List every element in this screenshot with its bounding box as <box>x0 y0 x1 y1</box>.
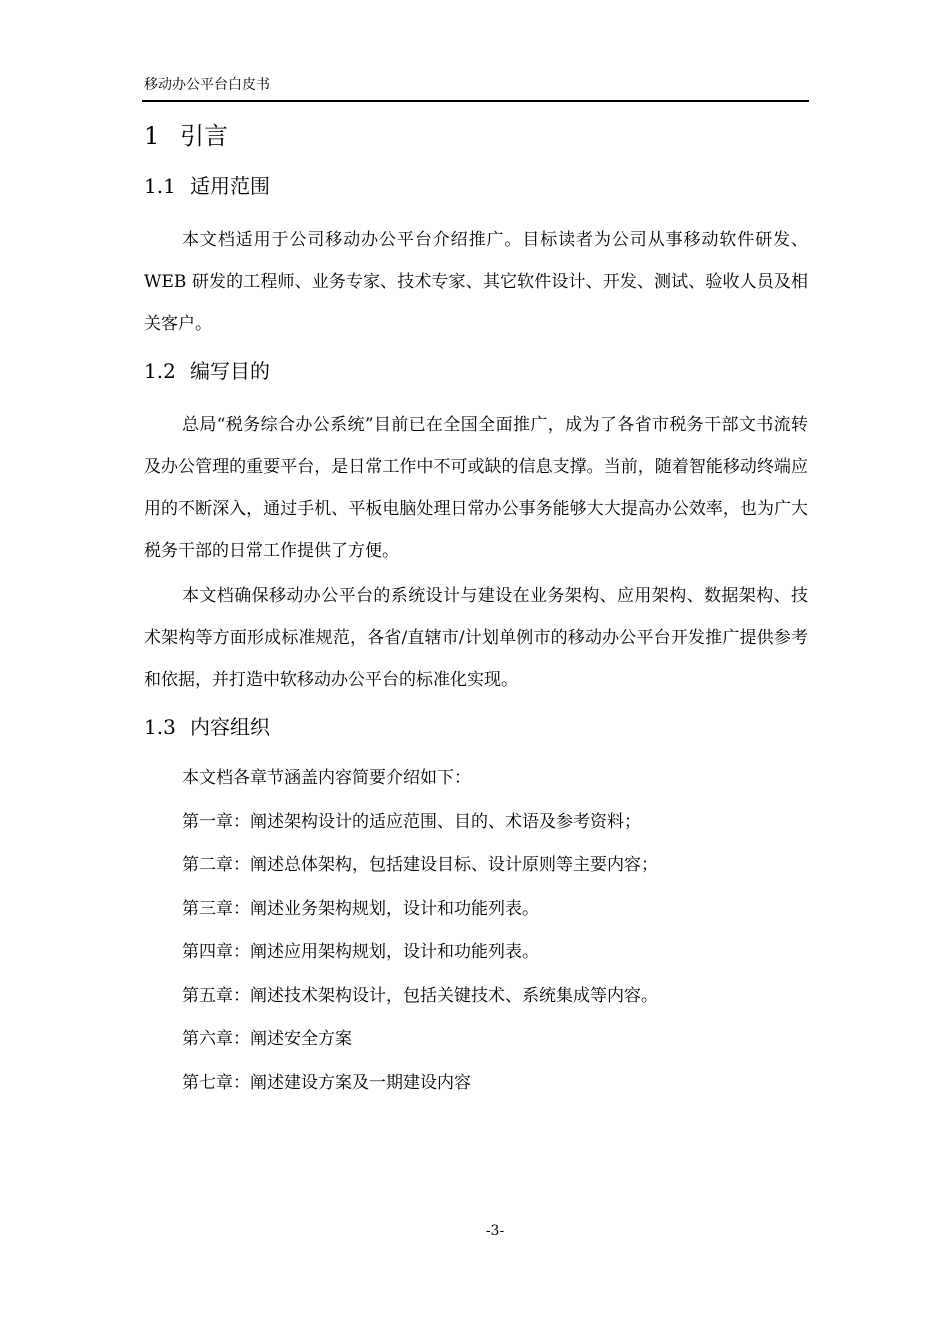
header-rule <box>142 100 809 102</box>
list-item: 第七章：阐述建设方案及一期建设内容 <box>182 1072 471 1093</box>
section-heading-1-2 <box>144 355 808 387</box>
chapter-number: 1 <box>144 122 160 150</box>
section-number: 1.3 <box>144 715 176 739</box>
section-title: 编写目的 <box>190 359 270 383</box>
list-item: 第三章：阐述业务架构规划，设计和功能列表。 <box>182 898 539 919</box>
section-title: 适用范围 <box>190 174 270 198</box>
section-number: 1.1 <box>144 174 176 198</box>
list-item: 第四章：阐述应用架构规划，设计和功能列表。 <box>182 942 539 962</box>
page-number: -3- <box>485 1223 505 1239</box>
page-content <box>144 116 808 1105</box>
section-number: 1.2 <box>144 359 176 383</box>
chapter-title: 引言 <box>180 122 228 150</box>
section-heading-1-3 <box>144 711 808 743</box>
list-item: 第六章：阐述安全方案 <box>182 1029 352 1049</box>
list-item: 第一章：阐述架构设计的适应范围、目的、术语及参考资料； <box>182 811 641 832</box>
paragraph: 本文档适用于公司移动办公平台介绍推广。目标读者为公司从事移动软件研发、WEB 研发的工程师、业务专家、技术专家、其它软件设计、开发、测试、验收人员及相关客户。 <box>144 230 808 334</box>
list-item: 第二章：阐述总体架构，包括建设目标、设计原则等主要内容； <box>182 855 658 875</box>
chapter-list <box>144 757 808 1105</box>
list-item: 本文档各章节涵盖内容简要介绍如下： <box>182 768 471 788</box>
running-header: 移动办公平台白皮书 <box>144 77 270 93</box>
section-heading-1-1 <box>144 170 808 202</box>
list-item: 第五章：阐述技术架构设计，包括关键技术、系统集成等内容。 <box>182 985 658 1006</box>
section-title: 内容组织 <box>190 715 270 739</box>
paragraph: 本文档确保移动办公平台的系统设计与建设在业务架构、应用架构、数据架构、技术架构等方面形成标准规范，各省/直辖市/计划单例市的移动办公平台开发推广提供参考和依据，并打造中软移动办公平台的标准化实现。 <box>144 586 808 690</box>
chapter-heading <box>144 116 808 156</box>
paragraph: 总局“税务综合办公系统”目前已在全国全面推广，成为了各省市税务干部文书流转及办公管理的重要平台，是日常工作中不可或缺的信息支撑。当前，随着智能移动终端应用的不断深入，通过手机、平板电脑处理日常办公事务能够大大提高办公效率，也为广大税务干部的日常工作提供了方便。 <box>144 415 808 561</box>
